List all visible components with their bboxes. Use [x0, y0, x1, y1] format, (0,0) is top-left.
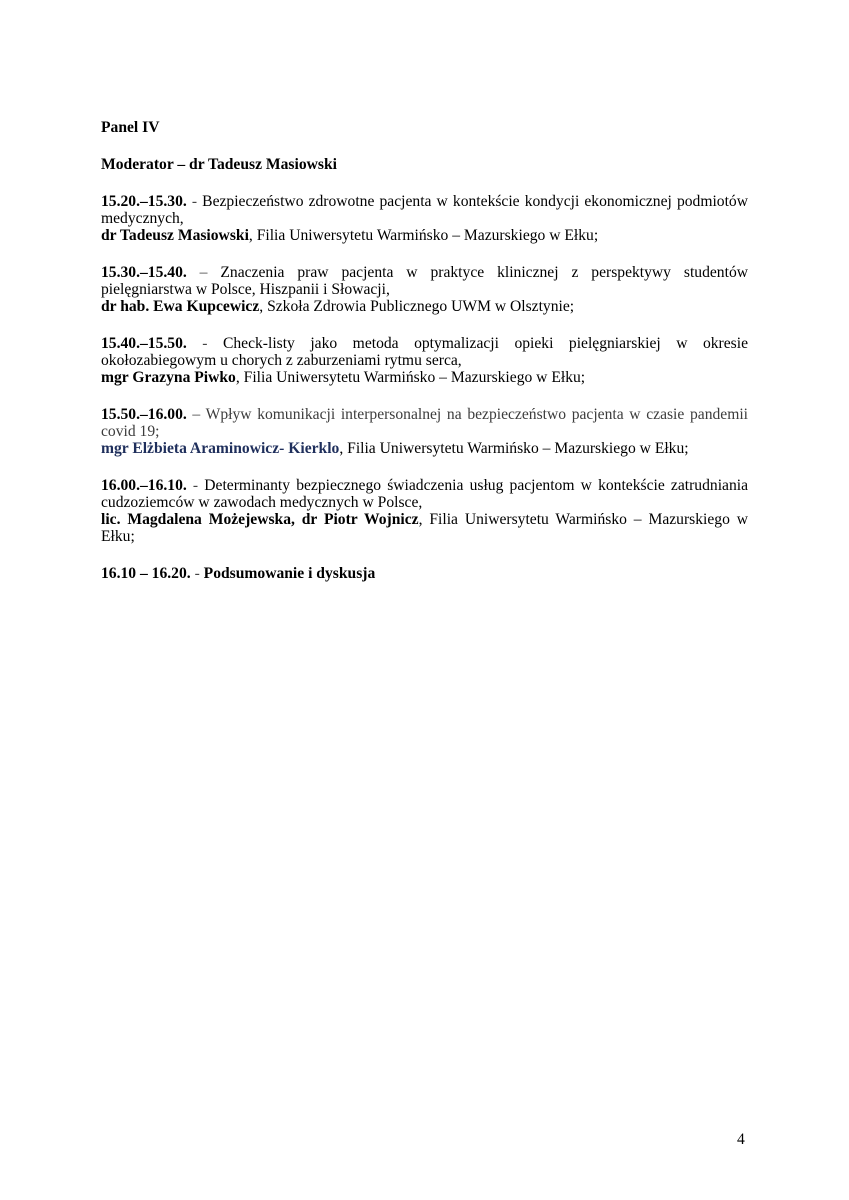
- entry-speakers: mgr Grazyna Piwko: [101, 369, 236, 386]
- closing-time: 16.10 – 16.20.: [101, 565, 191, 582]
- entry-description: [101, 406, 748, 440]
- entry-topic: Check-listy jako metoda optymalizacji opieki pielęgniarskiej w okresie okołozabiegowym u chorych z zaburzeniami rytmu serca,: [101, 335, 748, 369]
- entry-speakers: dr Tadeusz Masiowski: [101, 227, 249, 244]
- entry-speakers: dr hab. Ewa Kupcewicz: [101, 298, 260, 315]
- entry-topic: Wpływ komunikacji interpersonalnej na bezpieczeństwo pacjenta w czasie pandemii covid 19;: [101, 406, 749, 440]
- closing-label: Podsumowanie i dyskusja: [203, 565, 376, 582]
- entry-separator: –: [186, 406, 206, 423]
- document-page: [101, 119, 748, 582]
- entry-time: 16.00.–16.10.: [101, 477, 187, 494]
- schedule-entry: [101, 477, 748, 545]
- entry-speaker-line: [101, 369, 748, 386]
- panel-title: Panel IV: [101, 119, 160, 136]
- entry-topic: Bezpieczeństwo zdrowotne pacjenta w kontekście kondycji ekonomicznej podmiotów medycznych,: [101, 193, 748, 227]
- closing-entry: [101, 565, 748, 582]
- entry-speakers: lic. Magdalena Możejewska, dr Piotr Wojnicz: [101, 511, 419, 528]
- entry-description: [101, 335, 748, 369]
- entry-description: [101, 193, 748, 227]
- entry-time: 15.20.–15.30.: [101, 193, 187, 210]
- entry-time: 15.30.–15.40.: [101, 264, 187, 281]
- entry-separator: -: [186, 193, 203, 210]
- panel-moderator: Moderator – dr Tadeusz Masiowski: [101, 156, 337, 173]
- page-number: 4: [737, 1131, 745, 1148]
- entry-description: [101, 264, 748, 298]
- entry-time: 15.50.–16.00.: [101, 406, 187, 423]
- entry-affiliation: , Filia Uniwersytetu Warmińsko – Mazurskiego w Ełku;: [339, 440, 689, 457]
- entry-separator: –: [186, 264, 221, 281]
- schedule-entry: [101, 335, 748, 386]
- schedule-entry: [101, 264, 748, 315]
- entry-affiliation: , Filia Uniwersytetu Warmińsko – Mazurskiego w Ełku;: [235, 369, 586, 386]
- entry-speaker-line: [101, 440, 748, 457]
- schedule-entry: [101, 193, 748, 244]
- entry-topic: Znaczenia praw pacjenta w praktyce klinicznej z perspektywy studentów pielęgniarstwa w Polsce, Hiszpanii i Słowacji,: [101, 264, 748, 298]
- entry-affiliation: , Filia Uniwersytetu Warmińsko – Mazurskiego w Ełku;: [248, 227, 599, 244]
- entry-description: [101, 477, 748, 511]
- entry-topic: Determinanty bezpiecznego świadczenia usług pacjentom w kontekście zatrudniania cudzoziemców w zawodach medycznych w Polsce,: [101, 477, 748, 511]
- entry-speaker-line: [101, 511, 748, 545]
- entry-separator: -: [186, 335, 223, 352]
- closing-separator: -: [190, 565, 204, 582]
- closing-line: [101, 565, 748, 582]
- entry-affiliation: , Filia Uniwersytetu Warmińsko – Mazurskiego w Ełku;: [101, 511, 748, 545]
- entry-affiliation: , Szkoła Zdrowia Publicznego UWM w Olsztynie;: [259, 298, 575, 315]
- entry-speaker-line: [101, 298, 748, 315]
- entry-time: 15.40.–15.50.: [101, 335, 187, 352]
- entry-separator: -: [186, 477, 205, 494]
- entry-speakers: mgr Elżbieta Araminowicz- Kierklo: [101, 440, 340, 457]
- entry-speaker-line: [101, 227, 748, 244]
- schedule-entry: [101, 406, 748, 457]
